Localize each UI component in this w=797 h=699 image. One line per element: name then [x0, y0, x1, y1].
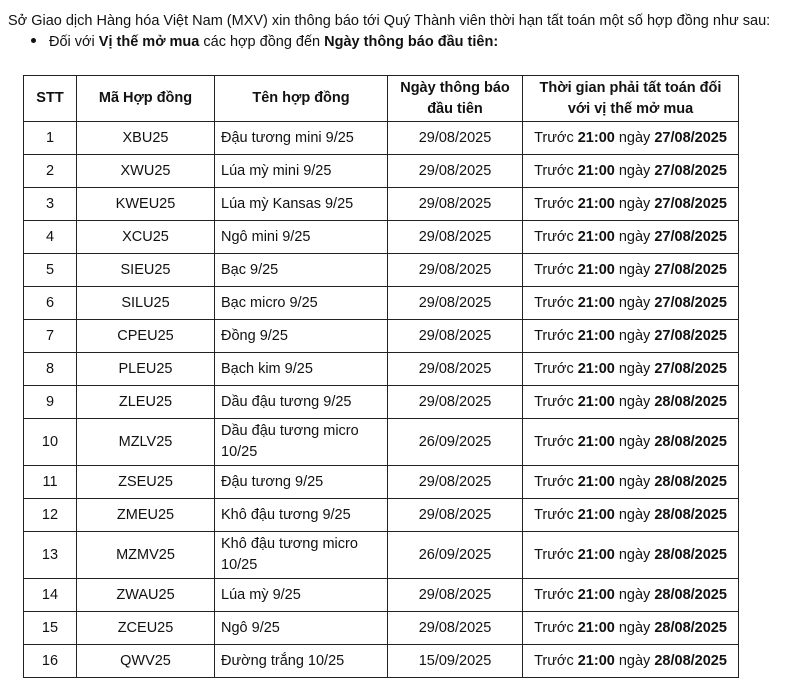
- deadline-day-label: ngày: [618, 619, 651, 636]
- cell-contract-name: Lúa mỳ Kansas 9/25: [215, 188, 388, 221]
- deadline-before-label: Trước: [534, 228, 574, 245]
- intro-paragraph: Sở Giao dịch Hàng hóa Việt Nam (MXV) xin thông báo tới Quý Thành viên thời hạn tất toán một số hợp đồng như sau:: [8, 13, 771, 29]
- bullet-dot-icon: [31, 38, 36, 43]
- cell-contract-code: XBU25: [77, 122, 215, 155]
- deadline-date: 28/08/2025: [654, 586, 727, 603]
- cell-contract-name: Lúa mỳ mini 9/25: [215, 155, 388, 188]
- cell-stt: 8: [24, 353, 77, 386]
- deadline-before-label: Trước: [534, 586, 574, 603]
- deadline-before-label: Trước: [534, 327, 574, 344]
- table-row: [24, 254, 739, 287]
- cell-contract-name: Đậu tương mini 9/25: [215, 122, 388, 155]
- table-row: [24, 386, 739, 419]
- cell-stt: 3: [24, 188, 77, 221]
- cell-first-notice-date: 29/08/2025: [388, 353, 523, 386]
- deadline-day-label: ngày: [618, 546, 651, 563]
- deadline-time: 21:00: [577, 129, 615, 146]
- table-row: [24, 122, 739, 155]
- cell-first-notice-date: 29/08/2025: [388, 466, 523, 499]
- deadline-before-label: Trước: [534, 360, 574, 377]
- deadline-before-label: Trước: [534, 261, 574, 278]
- deadline-before-label: Trước: [534, 619, 574, 636]
- deadline-before-label: Trước: [534, 506, 574, 523]
- deadline-time: 21:00: [577, 433, 615, 450]
- deadline-day-label: ngày: [618, 228, 651, 245]
- deadline-before-label: Trước: [534, 195, 574, 212]
- cell-contract-name: Ngô 9/25: [215, 612, 388, 645]
- cell-deadline: [523, 188, 739, 221]
- contracts-table: [23, 75, 739, 678]
- cell-first-notice-date: 29/08/2025: [388, 612, 523, 645]
- cell-stt: 11: [24, 466, 77, 499]
- cell-stt: 6: [24, 287, 77, 320]
- cell-contract-code: ZLEU25: [77, 386, 215, 419]
- cell-contract-name: Đồng 9/25: [215, 320, 388, 353]
- cell-first-notice-date: 29/08/2025: [388, 499, 523, 532]
- header-code: Mã Hợp đồng: [77, 76, 215, 122]
- deadline-time: 21:00: [577, 162, 615, 179]
- deadline-time: 21:00: [577, 228, 615, 245]
- deadline-day-label: ngày: [618, 652, 651, 669]
- cell-deadline: [523, 532, 739, 579]
- bullet-bold-position: Vị thế mở mua: [98, 34, 200, 50]
- deadline-time: 21:00: [577, 546, 615, 563]
- deadline-day-label: ngày: [618, 327, 651, 344]
- cell-contract-name: Bạch kim 9/25: [215, 353, 388, 386]
- deadline-time: 21:00: [577, 506, 615, 523]
- deadline-date: 27/08/2025: [654, 129, 727, 146]
- cell-contract-code: CPEU25: [77, 320, 215, 353]
- cell-contract-name: Dầu đậu tương micro 10/25: [215, 419, 388, 466]
- cell-contract-code: QWV25: [77, 645, 215, 678]
- cell-stt: 2: [24, 155, 77, 188]
- cell-deadline: [523, 645, 739, 678]
- table-row: [24, 320, 739, 353]
- deadline-date: 28/08/2025: [654, 433, 727, 450]
- cell-deadline: [523, 419, 739, 466]
- deadline-date: 28/08/2025: [654, 652, 727, 669]
- deadline-day-label: ngày: [618, 393, 651, 410]
- deadline-day-label: ngày: [618, 195, 651, 212]
- deadline-before-label: Trước: [534, 294, 574, 311]
- cell-stt: 4: [24, 221, 77, 254]
- deadline-before-label: Trước: [534, 162, 574, 179]
- deadline-date: 27/08/2025: [654, 261, 727, 278]
- deadline-before-label: Trước: [534, 652, 574, 669]
- deadline-before-label: Trước: [534, 393, 574, 410]
- cell-first-notice-date: 29/08/2025: [388, 122, 523, 155]
- cell-deadline: [523, 579, 739, 612]
- header-stt: STT: [24, 76, 77, 122]
- deadline-before-label: Trước: [534, 473, 574, 490]
- deadline-day-label: ngày: [618, 360, 651, 377]
- cell-contract-name: Lúa mỳ 9/25: [215, 579, 388, 612]
- deadline-date: 28/08/2025: [654, 619, 727, 636]
- cell-stt: 14: [24, 579, 77, 612]
- cell-deadline: [523, 287, 739, 320]
- bullet-prefix: Đối với: [49, 34, 99, 50]
- deadline-day-label: ngày: [618, 586, 651, 603]
- table-row: [24, 579, 739, 612]
- deadline-time: 21:00: [577, 586, 615, 603]
- bullet-middle: các hợp đồng đến: [199, 34, 325, 50]
- deadline-date: 28/08/2025: [654, 473, 727, 490]
- cell-first-notice-date: 29/08/2025: [388, 579, 523, 612]
- deadline-time: 21:00: [577, 327, 615, 344]
- cell-first-notice-date: 29/08/2025: [388, 254, 523, 287]
- cell-deadline: [523, 466, 739, 499]
- cell-first-notice-date: 29/08/2025: [388, 155, 523, 188]
- cell-contract-code: XWU25: [77, 155, 215, 188]
- cell-deadline: [523, 499, 739, 532]
- cell-stt: 10: [24, 419, 77, 466]
- deadline-day-label: ngày: [618, 506, 651, 523]
- cell-deadline: [523, 386, 739, 419]
- deadline-before-label: Trước: [534, 546, 574, 563]
- cell-contract-code: MZMV25: [77, 532, 215, 579]
- cell-deadline: [523, 612, 739, 645]
- deadline-time: 21:00: [577, 473, 615, 490]
- cell-deadline: [523, 122, 739, 155]
- deadline-time: 21:00: [577, 652, 615, 669]
- cell-contract-code: SIEU25: [77, 254, 215, 287]
- deadline-time: 21:00: [577, 393, 615, 410]
- header-first-notice: Ngày thông báo đầu tiên: [388, 76, 523, 122]
- header-name: Tên hợp đồng: [215, 76, 388, 122]
- table-row: [24, 353, 739, 386]
- cell-contract-code: PLEU25: [77, 353, 215, 386]
- cell-first-notice-date: 29/08/2025: [388, 221, 523, 254]
- cell-deadline: [523, 353, 739, 386]
- deadline-date: 28/08/2025: [654, 393, 727, 410]
- cell-stt: 15: [24, 612, 77, 645]
- deadline-date: 27/08/2025: [654, 360, 727, 377]
- cell-stt: 5: [24, 254, 77, 287]
- cell-contract-name: Khô đậu tương 9/25: [215, 499, 388, 532]
- deadline-before-label: Trước: [534, 129, 574, 146]
- cell-stt: 16: [24, 645, 77, 678]
- cell-first-notice-date: 29/08/2025: [388, 320, 523, 353]
- cell-contract-name: Đậu tương 9/25: [215, 466, 388, 499]
- cell-stt: 13: [24, 532, 77, 579]
- deadline-day-label: ngày: [618, 261, 651, 278]
- cell-stt: 12: [24, 499, 77, 532]
- cell-deadline: [523, 221, 739, 254]
- table-row: [24, 645, 739, 678]
- cell-first-notice-date: 29/08/2025: [388, 188, 523, 221]
- table-row: [24, 155, 739, 188]
- bullet-bold-notice-day: Ngày thông báo đầu tiên:: [324, 34, 499, 50]
- deadline-time: 21:00: [577, 294, 615, 311]
- cell-contract-name: Bạc micro 9/25: [215, 287, 388, 320]
- bullet-item: [31, 32, 498, 52]
- deadline-date: 27/08/2025: [654, 228, 727, 245]
- deadline-time: 21:00: [577, 360, 615, 377]
- cell-contract-name: Ngô mini 9/25: [215, 221, 388, 254]
- header-deadline: Thời gian phải tất toán đối với vị thế mở mua: [523, 76, 739, 122]
- deadline-before-label: Trước: [534, 433, 574, 450]
- deadline-day-label: ngày: [618, 162, 651, 179]
- deadline-day-label: ngày: [618, 294, 651, 311]
- cell-contract-code: ZWAU25: [77, 579, 215, 612]
- deadline-date: 27/08/2025: [654, 162, 727, 179]
- cell-first-notice-date: 15/09/2025: [388, 645, 523, 678]
- deadline-date: 28/08/2025: [654, 546, 727, 563]
- table-row: [24, 221, 739, 254]
- cell-contract-code: KWEU25: [77, 188, 215, 221]
- cell-contract-name: Đường trắng 10/25: [215, 645, 388, 678]
- deadline-date: 27/08/2025: [654, 195, 727, 212]
- cell-deadline: [523, 155, 739, 188]
- cell-contract-name: Khô đậu tương micro 10/25: [215, 532, 388, 579]
- table-row: [24, 612, 739, 645]
- deadline-time: 21:00: [577, 619, 615, 636]
- cell-contract-code: XCU25: [77, 221, 215, 254]
- table-row: [24, 532, 739, 579]
- cell-contract-name: Dầu đậu tương 9/25: [215, 386, 388, 419]
- cell-contract-code: SILU25: [77, 287, 215, 320]
- deadline-time: 21:00: [577, 261, 615, 278]
- deadline-day-label: ngày: [618, 473, 651, 490]
- deadline-date: 28/08/2025: [654, 506, 727, 523]
- cell-deadline: [523, 320, 739, 353]
- table-row: [24, 287, 739, 320]
- deadline-time: 21:00: [577, 195, 615, 212]
- cell-stt: 1: [24, 122, 77, 155]
- table-row: [24, 499, 739, 532]
- table-header-row: [24, 76, 739, 122]
- cell-first-notice-date: 26/09/2025: [388, 532, 523, 579]
- deadline-day-label: ngày: [618, 129, 651, 146]
- table-row: [24, 419, 739, 466]
- cell-first-notice-date: 26/09/2025: [388, 419, 523, 466]
- cell-stt: 7: [24, 320, 77, 353]
- deadline-day-label: ngày: [618, 433, 651, 450]
- cell-first-notice-date: 29/08/2025: [388, 386, 523, 419]
- cell-first-notice-date: 29/08/2025: [388, 287, 523, 320]
- cell-contract-code: ZCEU25: [77, 612, 215, 645]
- table-row: [24, 188, 739, 221]
- cell-deadline: [523, 254, 739, 287]
- deadline-date: 27/08/2025: [654, 327, 727, 344]
- cell-stt: 9: [24, 386, 77, 419]
- cell-contract-code: ZSEU25: [77, 466, 215, 499]
- cell-contract-code: ZMEU25: [77, 499, 215, 532]
- cell-contract-name: Bạc 9/25: [215, 254, 388, 287]
- cell-contract-code: MZLV25: [77, 419, 215, 466]
- table-row: [24, 466, 739, 499]
- deadline-date: 27/08/2025: [654, 294, 727, 311]
